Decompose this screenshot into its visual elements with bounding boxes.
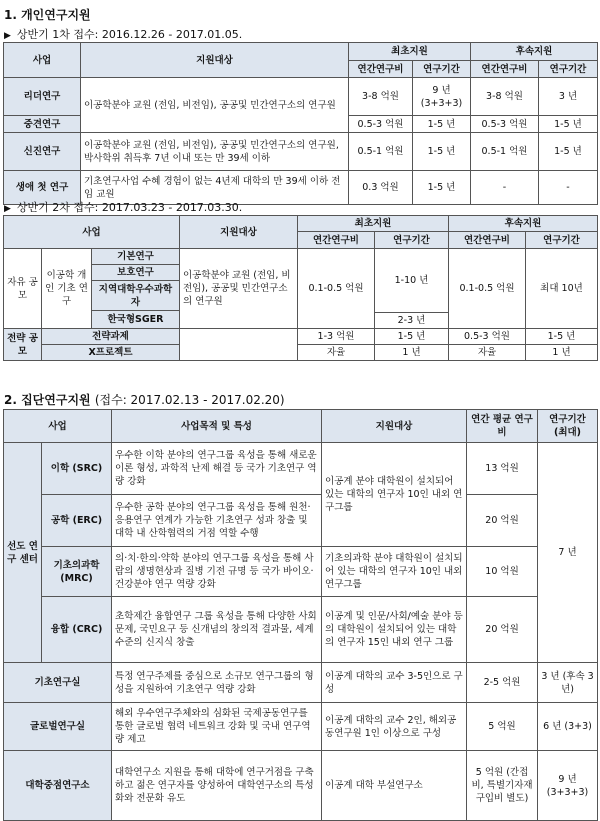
other-name: 글로벌연구실: [4, 703, 112, 751]
strategic-follow-fund: 0.5-3 억원: [449, 329, 526, 345]
row-initial-period: 1-5 년: [413, 116, 471, 133]
other-period: 6 년 (3+3): [538, 703, 598, 751]
hdr2-follow: 후속지원: [449, 216, 598, 232]
hdr-follow: 후속지원: [471, 43, 598, 61]
table-half2: [3, 215, 598, 361]
s2-hdr-business: 사업: [4, 410, 112, 443]
hdr-follow-fund: 연간연구비: [471, 61, 539, 78]
row-follow-fund: 3-8 억원: [471, 78, 539, 116]
other-period: 3 년 (후속 3년): [538, 663, 598, 703]
item-protect: 보호연구: [92, 265, 180, 281]
item-basic: 기본연구: [92, 249, 180, 265]
hdr-business: 사업: [4, 43, 81, 78]
other-target: 이공계 대학의 교수 3-5인으로 구성: [322, 663, 467, 703]
hdr2-initial: 최초지원: [298, 216, 449, 232]
x-project: X프로젝트: [42, 345, 180, 361]
other-purpose: 해외 우수연구주체와의 심화된 국제공동연구를 통한 글로벌 협력 네트워크 강화 및 국내 연구역량 제고: [112, 703, 322, 751]
center-fund: 20 억원: [467, 597, 538, 663]
center-target: 기초의과학 분야 대학원이 설치되어 있는 대학의 연구자 10인 내외 연구그룹: [322, 547, 467, 597]
indiv-basic-research: 이공학 개인 기초 연구: [42, 249, 92, 329]
hdr-follow-period: 연구기간: [539, 61, 598, 78]
s2-hdr-fund: 연간 평균 연구비: [467, 410, 538, 443]
table-row: [4, 597, 598, 663]
row-initial-period: 1-5 년: [413, 171, 471, 205]
other-target: 이공계 대학의 교수 2인, 해외공동연구원 1인 이상으로 구성: [322, 703, 467, 751]
section1-title: 1. 개인연구지원: [4, 8, 91, 22]
section2-title-text: 2. 집단연구지원: [4, 393, 91, 407]
row-initial-fund: 0.5-1 억원: [349, 133, 413, 171]
strategic-initial-period: 1-5 년: [375, 329, 449, 345]
half2-initial-period: 1-10 년: [375, 249, 449, 313]
center-name: 융합 (CRC): [42, 597, 112, 663]
table-row: [4, 547, 598, 597]
x-follow-fund: 자율: [449, 345, 526, 361]
x-initial-period: 1 년: [375, 345, 449, 361]
s2-hdr-target: 지원대상: [322, 410, 467, 443]
half1-subtitle: [4, 26, 242, 42]
other-target: 이공계 대학 부설연구소: [322, 751, 467, 821]
other-fund: 5 억원: [467, 703, 538, 751]
hdr-initial-fund: 연간연구비: [349, 61, 413, 78]
hdr2-initial-period: 연구기간: [375, 232, 449, 249]
strategic-task: 전략과제: [42, 329, 180, 345]
center-purpose: 우수한 이학 분야의 연구그룹 육성을 통해 새로운 이론 형성, 과학적 난제 해결 등 국가 기초연구 역량 강화: [112, 443, 322, 495]
triangle-icon: ▶: [4, 204, 11, 214]
row-name: 신진연구: [4, 133, 81, 171]
other-purpose: 대학연구소 지원을 통해 대학에 연구거점을 구축하고 젊은 연구자를 양성하여 대학연구소의 특성화와 전문화 유도: [112, 751, 322, 821]
row-initial-period: 1-5 년: [413, 133, 471, 171]
half2-subtitle: [4, 199, 242, 215]
x-follow-period: 1 년: [526, 345, 598, 361]
item-regional: 지역대학우수과학자: [92, 281, 180, 311]
center-fund: 13 억원: [467, 443, 538, 495]
center-period: 7 년: [538, 443, 598, 663]
section2-period: (접수: 2017.02.13 - 2017.02.20): [94, 393, 285, 407]
table-row: [4, 495, 598, 547]
half2-subtitle-text: 상반기 2차 접수: 2017.03.23 - 2017.03.30.: [16, 201, 243, 214]
strategic-call: 전략 공모: [4, 329, 42, 361]
table-half1: [3, 42, 598, 205]
row-target: 이공학분야 교원 (전임, 비전임), 공공및 민간연구소의 연구원: [81, 78, 349, 133]
center-name: 기초의과학 (MRC): [42, 547, 112, 597]
hdr2-business: 사업: [4, 216, 180, 249]
leading-center: 선도 연구 센터: [4, 443, 42, 663]
half2-follow-fund: 0.1-0.5 억원: [449, 249, 526, 329]
center-target: 이공계 및 인문/사회/예술 분야 등의 대학원이 설치되어 있는 대학의 연구자 15인 내외 연구 그룹: [322, 597, 467, 663]
row-follow-period: -: [539, 171, 598, 205]
other-fund: 5 억원 (간접비, 특별기자재 구입비 별도): [467, 751, 538, 821]
center-fund: 10 억원: [467, 547, 538, 597]
row-follow-period: 1-5 년: [539, 116, 598, 133]
hdr2-follow-fund: 연간연구비: [449, 232, 526, 249]
row-target: 이공학분야 교원 (전임, 비전임), 공공및 민간연구소의 연구원, 박사학위 취득후 7년 이내 또는 만 39세 이하: [81, 133, 349, 171]
free-call: 자유 공모: [4, 249, 42, 329]
center-name: 이학 (SRC): [42, 443, 112, 495]
table-row: [4, 663, 598, 703]
row-name: 중견연구: [4, 116, 81, 133]
strategic-target-empty: [180, 329, 298, 361]
half2-target: 이공학분야 교원 (전임, 비전임), 공공및 민간연구소의 연구원: [180, 249, 298, 329]
hdr-initial: 최초지원: [349, 43, 471, 61]
row-name: 생애 첫 연구: [4, 171, 81, 205]
other-purpose: 특정 연구주제를 중심으로 소규모 연구그룹의 형성을 지원하여 기초연구 역량 강화: [112, 663, 322, 703]
other-period: 9 년 (3+3+3): [538, 751, 598, 821]
center-fund: 20 억원: [467, 495, 538, 547]
other-name: 기초연구실: [4, 663, 112, 703]
row-follow-fund: 0.5-3 억원: [471, 116, 539, 133]
center-name: 공학 (ERC): [42, 495, 112, 547]
table-row: [4, 133, 598, 171]
table-row: [4, 751, 598, 821]
row-initial-fund: 0.3 억원: [349, 171, 413, 205]
center-purpose: 우수한 공학 분야의 연구그룹 육성을 통해 원천·응용연구 연계가 가능한 기초연구 성과 창출 및 대학 내 산학협력의 거점 역할 수행: [112, 495, 322, 547]
hdr2-target: 지원대상: [180, 216, 298, 249]
row-target: 기초연구사업 수혜 경험이 없는 4년제 대학의 만 39세 이하 전임 교원: [81, 171, 349, 205]
table-section2: [3, 409, 598, 821]
row-follow-fund: 0.5-1 억원: [471, 133, 539, 171]
strategic-follow-period: 1-5 년: [526, 329, 598, 345]
row-follow-fund: -: [471, 171, 539, 205]
half2-follow-period: 최대 10년: [526, 249, 598, 329]
row-initial-fund: 3-8 억원: [349, 78, 413, 116]
s2-hdr-purpose: 사업목적 및 특성: [112, 410, 322, 443]
strategic-initial-fund: 1-3 억원: [298, 329, 375, 345]
hdr2-initial-fund: 연간연구비: [298, 232, 375, 249]
item-sger: 한국형SGER: [92, 311, 180, 329]
table-row: [4, 703, 598, 751]
section2-title: [4, 391, 285, 408]
center-target: 이공계 분야 대학원이 설치되어 있는 대학의 연구자 10인 내외 연구그룹: [322, 443, 467, 547]
half1-subtitle-text: 상반기 1차 접수: 2016.12.26 - 2017.01.05.: [16, 28, 243, 41]
center-purpose: 초학제간 융합연구 그룹 육성을 통해 다양한 사회문제, 국민요구 등 신개념의 창의적 결과물, 세계수준의 신지식 창출: [112, 597, 322, 663]
triangle-icon: ▶: [4, 31, 11, 41]
table-row: [4, 78, 598, 116]
s2-hdr-period: 연구기간 (최대): [538, 410, 598, 443]
x-initial-fund: 자율: [298, 345, 375, 361]
row-follow-period: 1-5 년: [539, 133, 598, 171]
hdr-target: 지원대상: [81, 43, 349, 78]
row-name: 리더연구: [4, 78, 81, 116]
other-name: 대학중점연구소: [4, 751, 112, 821]
hdr2-follow-period: 연구기간: [526, 232, 598, 249]
half2-initial-fund: 0.1-0.5 억원: [298, 249, 375, 329]
hdr-initial-period: 연구기간: [413, 61, 471, 78]
half2-sger-period: 2-3 년: [375, 313, 449, 329]
row-initial-fund: 0.5-3 억원: [349, 116, 413, 133]
other-fund: 2-5 억원: [467, 663, 538, 703]
row-follow-period: 3 년: [539, 78, 598, 116]
row-initial-period: 9 년 (3+3+3): [413, 78, 471, 116]
center-purpose: 의·치·한의·약학 분야의 연구그룹 육성을 통해 사람의 생명현상과 질병 기전 규명 등 국가 바이오·건강분야 연구 역량 강화: [112, 547, 322, 597]
table-row: [4, 443, 598, 495]
